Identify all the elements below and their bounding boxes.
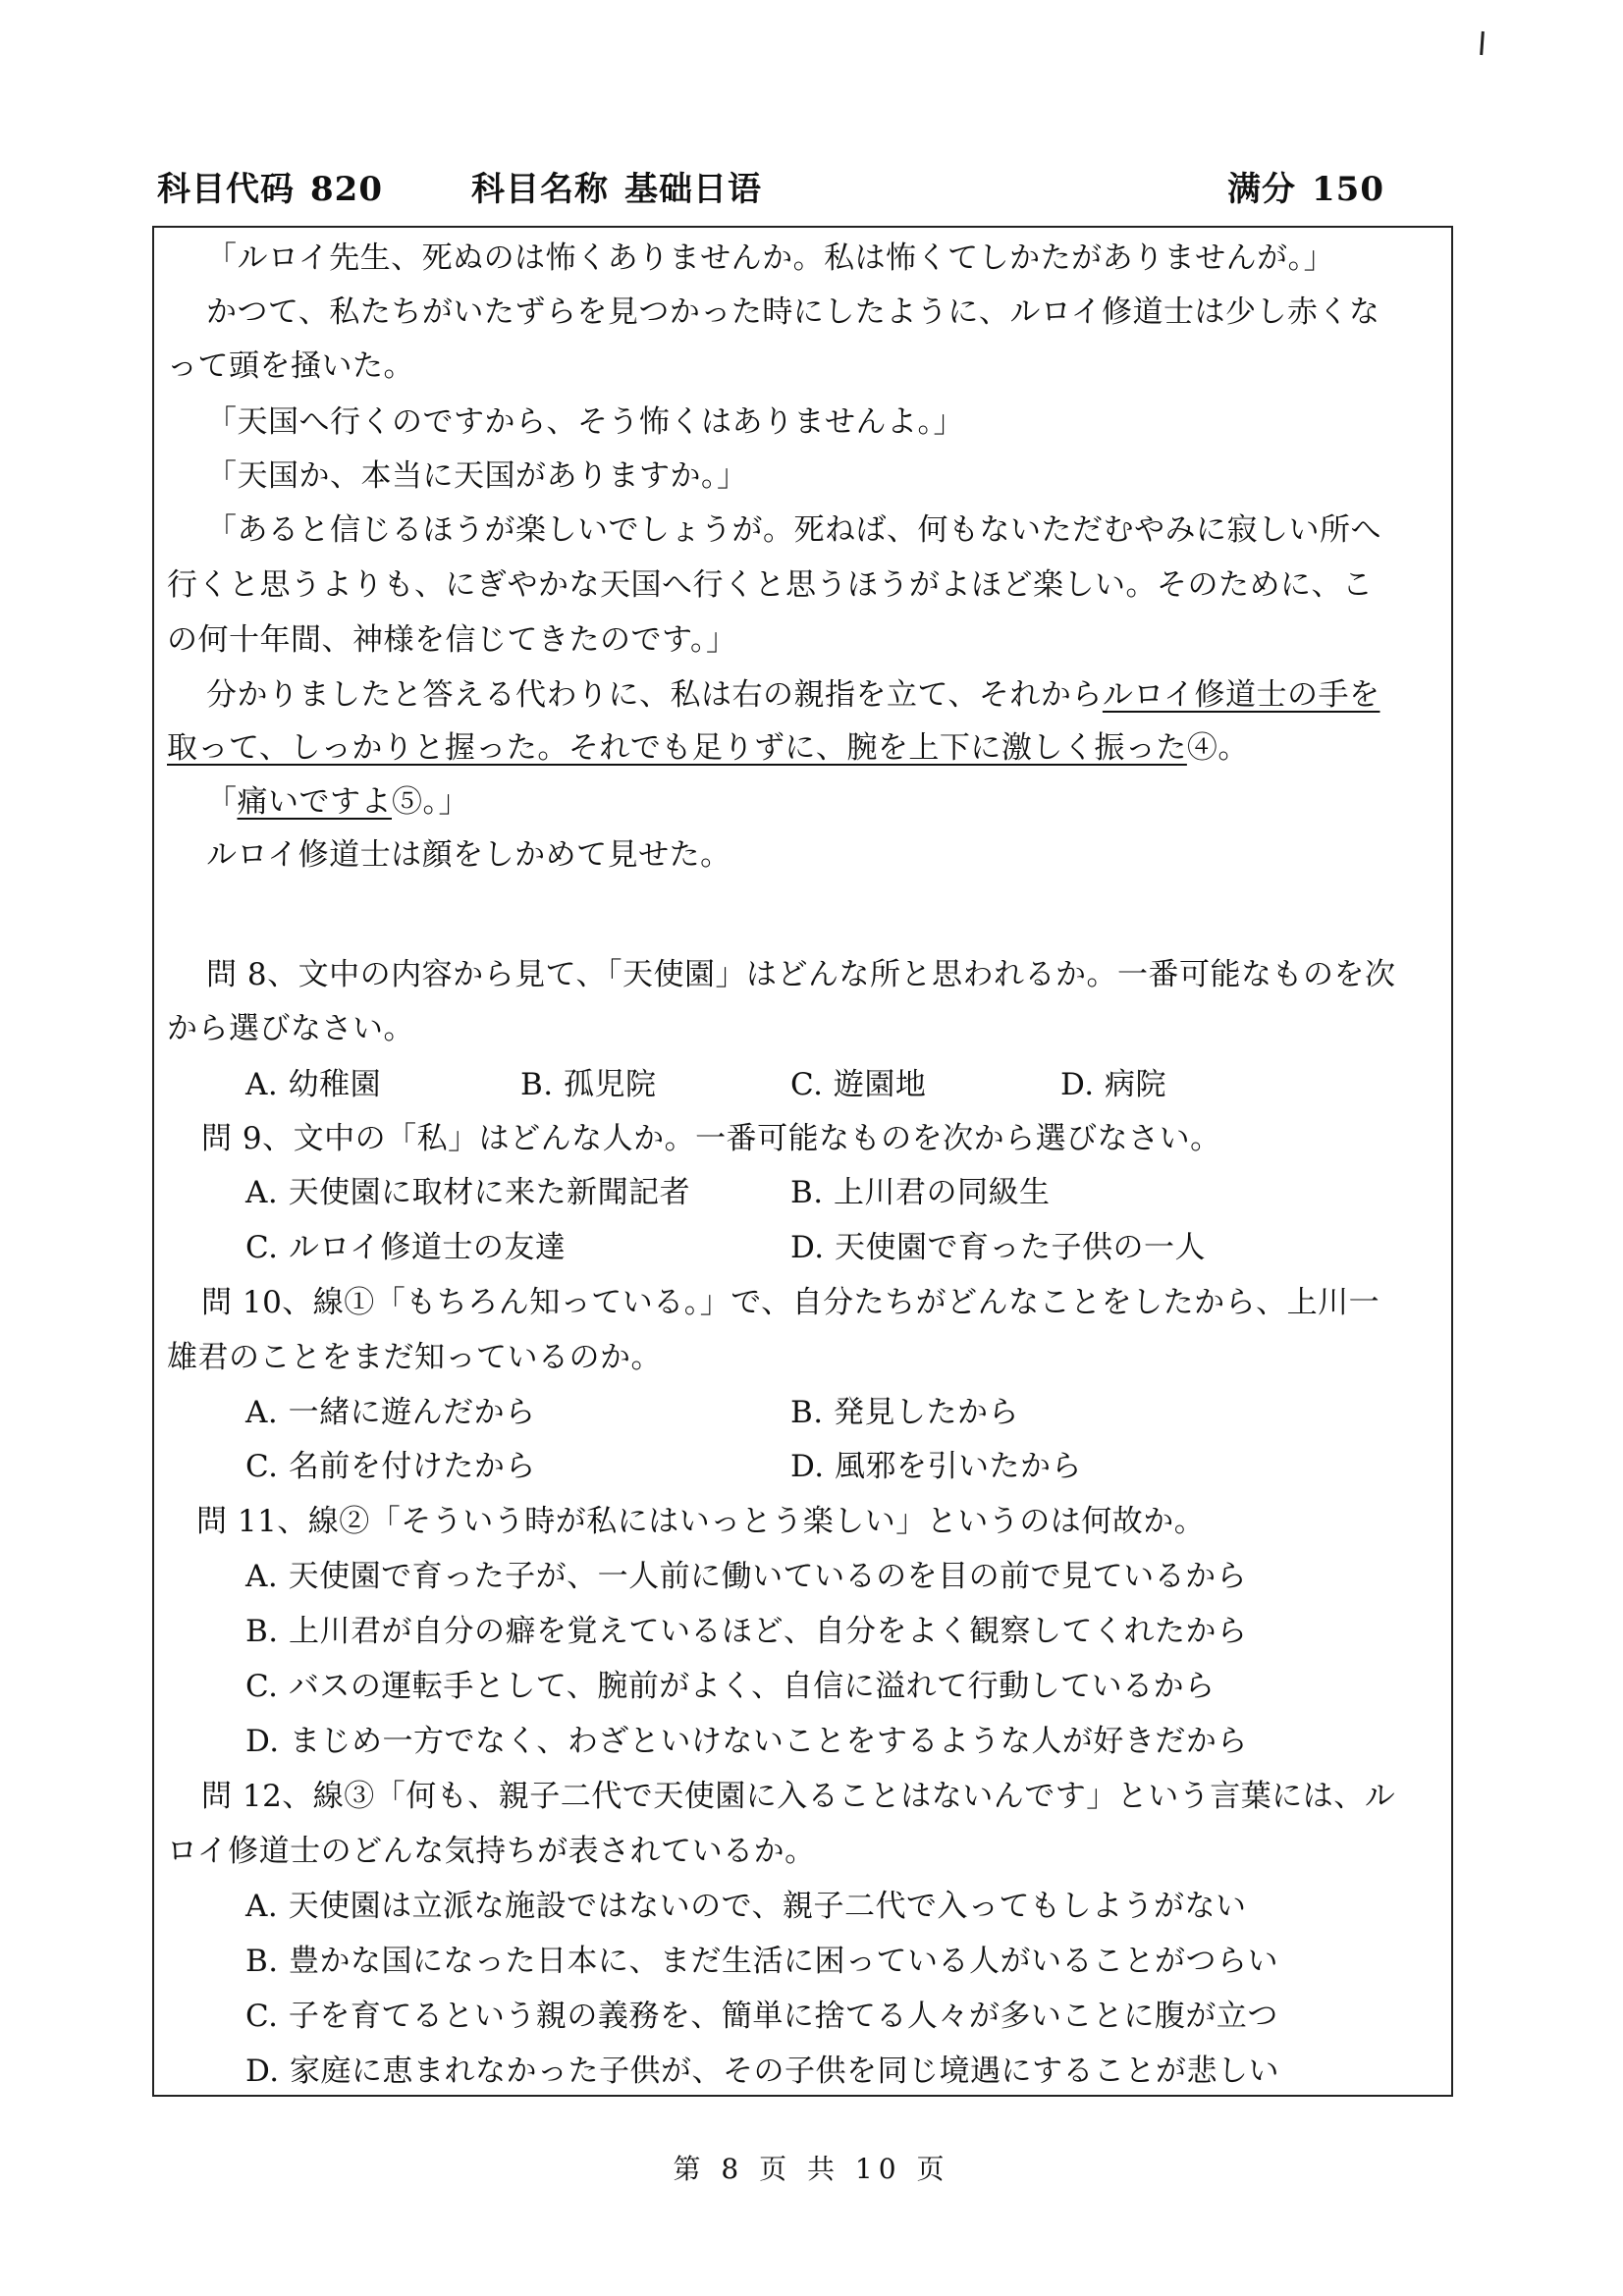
question-10-stem: 問 10、線①「もちろん知っている。」で、自分たちがどんなことをしたから、上川一 (201, 1285, 1380, 1320)
question-10-stem: 雄君のことをまだ知っているのか。 (167, 1340, 662, 1375)
question-9-option-d: D. 天使園で育った子供の一人 (790, 1230, 1206, 1265)
passage-quote (206, 782, 469, 822)
page-number: 第 8 页 共 10 页 (673, 2153, 950, 2185)
passage-line: 行くと思うよりも、にぎやかな天国へ行くと思うほうがよほど楽しい。そのために、こ (167, 567, 1374, 603)
passage-text: 分かりましたと答える代わりに、私は右の親指を立て、それから (206, 677, 1103, 713)
question-10-option-a: A. 一緒に遊んだから (245, 1395, 536, 1430)
question-8-option-b: B. 孤児院 (520, 1067, 657, 1102)
passage-line: 「あると信じるほうが楽しいでしょうが。死ねば、何もないただむやみに寂しい所へ (206, 512, 1381, 548)
passage-line: 「天国か、本当に天国がありますか。」 (206, 458, 748, 494)
question-11-option-d: D. まじめ一方でなく、わざといけないことをするような人が好きだから (245, 1724, 1248, 1759)
underlined-passage-4: 取って、しっかりと握った。それでも足りずに、腕を上下に激しく振った (167, 730, 1187, 766)
subject-name-label: 科目名称 (471, 170, 609, 209)
full-score-value: 150 (1312, 170, 1384, 209)
passage-line-underlined-start (206, 675, 1380, 715)
passage-line: かつて、私たちがいたずらを見つかった時にしたように、ルロイ修道士は少し赤くな (206, 294, 1380, 330)
full-score-label: 满分 (1227, 170, 1297, 209)
question-11-option-c: C. バスの運転手として、腕前がよく、自信に溢れて行動しているから (245, 1669, 1216, 1704)
question-12-stem: 問 12、線③「何も、親子二代で天使園に入ることはないんです」という言葉には、ル (201, 1779, 1396, 1814)
scan-mark (1480, 31, 1485, 55)
underlined-passage-4: ルロイ修道士の手を (1102, 677, 1380, 713)
subject-name-value: 基础日语 (624, 170, 762, 209)
marker-5: ⑤。」 (392, 784, 469, 820)
quote-open: 「 (206, 784, 238, 820)
passage-line: 「天国へ行くのですから、そう怖くはありませんよ。」 (206, 404, 964, 440)
question-11-option-a: A. 天使園で育った子が、一人前に働いているのを目の前で見ているから (245, 1559, 1248, 1594)
question-12-option-a: A. 天使園は立派な施設ではないので、親子二代で入ってもしようがない (245, 1889, 1247, 1924)
question-9-option-b: B. 上川君の同級生 (790, 1175, 1051, 1210)
question-11-stem: 問 11、線②「そういう時が私にはいっとう楽しい」というのは何故か。 (196, 1504, 1206, 1539)
question-10-option-b: B. 発見したから (790, 1395, 1019, 1430)
question-12-option-c: C. 子を育てるという親の義務を、簡単に捨てる人々が多いことに腹が立つ (245, 1999, 1278, 2034)
question-8-stem: から選びなさい。 (167, 1011, 414, 1046)
question-12-option-b: B. 豊かな国になった日本に、まだ生活に困っている人がいることがつらい (245, 1944, 1278, 1979)
question-8-option-c: C. 遊園地 (790, 1067, 927, 1102)
passage-line-underlined-end (167, 728, 1249, 768)
question-9-option-c: C. ルロイ修道士の友達 (245, 1230, 567, 1265)
question-8-option-d: D. 病院 (1060, 1067, 1166, 1102)
question-9-stem: 問 9、文中の「私」はどんな人か。一番可能なものを次から選びなさい。 (201, 1121, 1221, 1156)
passage-line: ルロイ修道士は顔をしかめて見せた。 (206, 837, 731, 873)
underlined-passage-5: 痛いですよ (237, 784, 392, 820)
question-12-stem: ロイ修道士のどんな気持ちが表されているか。 (167, 1834, 816, 1869)
subject-code-value: 820 (310, 170, 383, 209)
question-9-option-a: A. 天使園に取材に来た新聞記者 (245, 1175, 691, 1210)
full-score (1227, 162, 1384, 210)
subject-code (157, 162, 383, 210)
subject-name (471, 162, 762, 210)
question-10-option-d: D. 風邪を引いたから (790, 1449, 1082, 1484)
passage-line: 「ルロイ先生、死ぬのは怖くありませんか。私は怖くてしかたがありませんが。」 (206, 240, 1335, 276)
question-10-option-c: C. 名前を付けたから (245, 1449, 536, 1484)
exam-header (157, 162, 1384, 211)
question-8-option-a: A. 幼稚園 (245, 1067, 382, 1102)
subject-code-label: 科目代码 (157, 170, 295, 209)
question-11-option-b: B. 上川君が自分の癖を覚えているほど、自分をよく観察してくれたから (245, 1614, 1248, 1649)
question-8-stem: 問 8、文中の内容から見て、「天使園」はどんな所と思われるか。一番可能なものを次 (206, 957, 1396, 992)
question-12-option-d: D. 家庭に恵まれなかった子供が、その子供を同じ境遇にすることが悲しい (245, 2054, 1279, 2089)
passage-line: って頭を掻いた。 (167, 348, 414, 384)
content-frame (152, 226, 1453, 2097)
marker-4: ④。 (1186, 730, 1249, 766)
passage-line: の何十年間、神様を信じてきたのです。」 (167, 622, 737, 658)
